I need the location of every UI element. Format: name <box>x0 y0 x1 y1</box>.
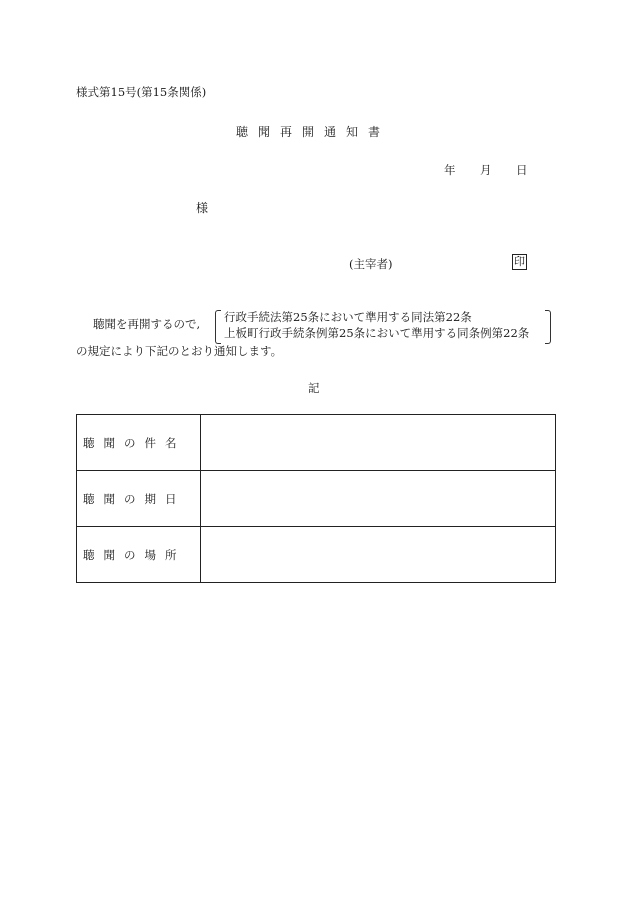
clause-law: 行政手続法第25条において準用する同法第22条 <box>224 310 472 324</box>
date-year-label: 年 <box>444 163 456 177</box>
body-lead: 聴聞を再開するので, <box>93 317 201 331</box>
row-label-date: 聴聞の期日 <box>77 471 201 527</box>
ki-heading: 記 <box>308 381 320 395</box>
table-row <box>77 415 556 471</box>
clause-ordinance: 上板町行政手続条例第25条において準用する同条例第22条 <box>224 326 530 340</box>
hearing-details-table <box>76 414 556 583</box>
date-line <box>444 162 528 178</box>
host-label: (主宰者) <box>349 257 393 271</box>
body-tail: の規定により下記のとおり通知します。 <box>76 344 283 358</box>
left-bracket <box>215 310 221 344</box>
table-row <box>77 527 556 583</box>
row-label-subject: 聴聞の件名 <box>77 415 201 471</box>
row-label-place: 聴聞の場所 <box>77 527 201 583</box>
row-value-date[interactable] <box>201 471 556 527</box>
right-bracket <box>545 310 551 344</box>
row-value-subject[interactable] <box>201 415 556 471</box>
table-row <box>77 471 556 527</box>
form-number: 様式第15号(第15条関係) <box>76 85 207 99</box>
document-title: 聴聞再開通知書 <box>236 125 391 139</box>
date-day-label: 日 <box>516 163 528 177</box>
addressee-suffix: 様 <box>196 201 209 215</box>
row-value-place[interactable] <box>201 527 556 583</box>
seal-mark: 印 <box>514 255 525 268</box>
date-month-label: 月 <box>480 163 492 177</box>
